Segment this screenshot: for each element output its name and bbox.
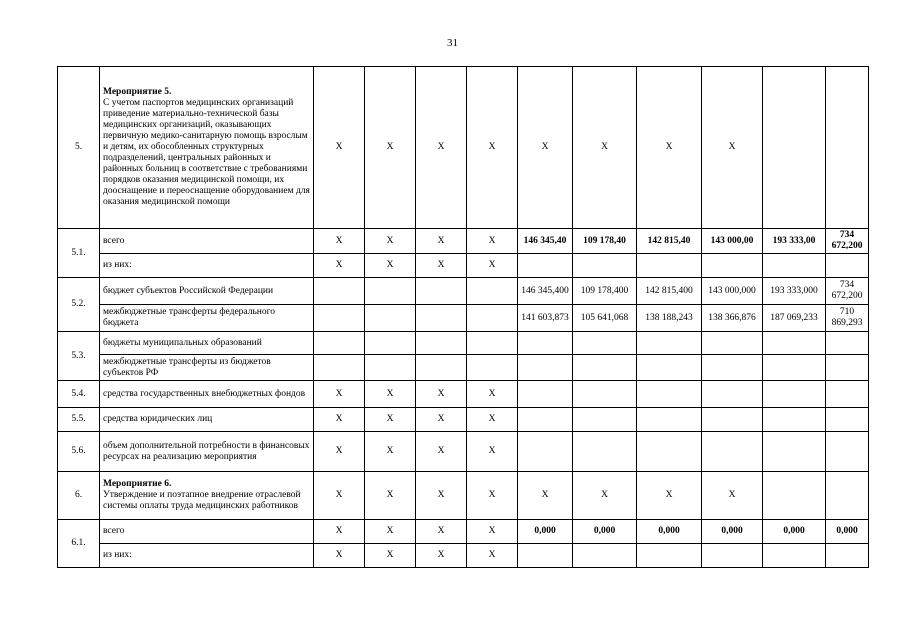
- table-cell: X: [314, 432, 365, 472]
- table-cell: X: [365, 381, 416, 408]
- table-cell: X: [416, 254, 467, 278]
- table-cell: [763, 381, 826, 408]
- row-number: 5.1.: [58, 229, 100, 278]
- table-row: [58, 355, 869, 381]
- measure-text: Утверждение и поэтапное внедрение отраслевой системы оплаты труда медицинских работников: [103, 490, 301, 511]
- table-cell: [416, 332, 467, 355]
- table-cell: [467, 278, 518, 305]
- row-description: всего: [100, 520, 314, 544]
- row-description: из них:: [100, 254, 314, 278]
- table-row: [58, 254, 869, 278]
- table-cell: X: [365, 67, 416, 229]
- table-cell: [314, 355, 365, 381]
- table-cell: X: [365, 472, 416, 520]
- table-cell: [826, 472, 869, 520]
- budget-table: [57, 66, 869, 568]
- table-cell: 193 333,00: [763, 229, 826, 254]
- table-cell: X: [467, 408, 518, 432]
- table-cell: X: [314, 408, 365, 432]
- row-number: 5.6.: [58, 432, 100, 472]
- table-cell: [763, 254, 826, 278]
- table-row: [58, 432, 869, 472]
- measure-text: С учетом паспортов медицинских организаций приведение материально-технической базы медицинских организаций, оказывающих первичную медико-санитарную помощь взрослым и детям, их обособленных структурных подразделений, центральных районных и районных больниц в соответствие с требованиями порядков оказания медицинской помощи, их дооснащение и переоснащение оборудованием для оказания медицинской помощи: [103, 98, 310, 207]
- table-cell: X: [467, 432, 518, 472]
- row-number: 5.2.: [58, 278, 100, 332]
- table-cell: [702, 544, 763, 568]
- table-row: [58, 381, 869, 408]
- table-cell: 109 178,400: [573, 278, 637, 305]
- row-description: [100, 472, 314, 520]
- table-cell: [637, 408, 702, 432]
- table-cell: [467, 355, 518, 381]
- table-cell: 142 815,400: [637, 278, 702, 305]
- table-cell: [365, 355, 416, 381]
- table-cell: [826, 355, 869, 381]
- table-cell: [416, 355, 467, 381]
- table-cell: X: [573, 472, 637, 520]
- table-cell: [573, 544, 637, 568]
- table-cell: X: [467, 67, 518, 229]
- table-row: [58, 544, 869, 568]
- table-cell: [518, 544, 573, 568]
- table-cell: X: [416, 544, 467, 568]
- row-description: средства государственных внебюджетных фондов: [100, 381, 314, 408]
- table-cell: [518, 355, 573, 381]
- row-description: бюджет субъектов Российской Федерации: [100, 278, 314, 305]
- table-cell: X: [467, 229, 518, 254]
- table-cell: 710 869,293: [826, 305, 869, 332]
- table-cell: [763, 332, 826, 355]
- table-cell: [637, 254, 702, 278]
- table-row: [58, 332, 869, 355]
- measure-title: Мероприятие 6.: [103, 479, 172, 489]
- table-cell: X: [314, 381, 365, 408]
- table-cell: X: [365, 254, 416, 278]
- table-row: [58, 472, 869, 520]
- row-description: средства юридических лиц: [100, 408, 314, 432]
- table-cell: X: [637, 67, 702, 229]
- table-cell: [637, 332, 702, 355]
- table-cell: 734 672,200: [826, 278, 869, 305]
- table-cell: X: [702, 472, 763, 520]
- table-cell: [365, 278, 416, 305]
- table-cell: 141 603,873: [518, 305, 573, 332]
- table-cell: [826, 67, 869, 229]
- table-cell: [573, 381, 637, 408]
- table-cell: X: [467, 544, 518, 568]
- table-cell: [573, 432, 637, 472]
- table-cell: [518, 408, 573, 432]
- table-cell: [702, 332, 763, 355]
- table-cell: 142 815,40: [637, 229, 702, 254]
- table-cell: [416, 305, 467, 332]
- table-cell: 146 345,40: [518, 229, 573, 254]
- table-cell: X: [467, 472, 518, 520]
- table-cell: X: [416, 408, 467, 432]
- table-cell: [314, 332, 365, 355]
- table-cell: [763, 67, 826, 229]
- table-cell: 138 366,876: [702, 305, 763, 332]
- table-cell: [702, 408, 763, 432]
- table-cell: [314, 278, 365, 305]
- row-description: всего: [100, 229, 314, 254]
- table-cell: 0,000: [826, 520, 869, 544]
- table-cell: X: [365, 229, 416, 254]
- row-number: 5.4.: [58, 381, 100, 408]
- table-cell: [573, 408, 637, 432]
- table-cell: X: [365, 544, 416, 568]
- row-number: 5.3.: [58, 332, 100, 381]
- table-cell: 138 188,243: [637, 305, 702, 332]
- table-cell: X: [518, 472, 573, 520]
- table-cell: 146 345,400: [518, 278, 573, 305]
- table-cell: 187 069,233: [763, 305, 826, 332]
- table-cell: [826, 332, 869, 355]
- table-cell: 734 672,200: [826, 229, 869, 254]
- table-cell: X: [416, 520, 467, 544]
- table-cell: 105 641,068: [573, 305, 637, 332]
- table-cell: [826, 254, 869, 278]
- table-cell: [365, 332, 416, 355]
- table-cell: [467, 332, 518, 355]
- table-cell: [763, 472, 826, 520]
- table-cell: X: [314, 520, 365, 544]
- row-number: 6.1.: [58, 520, 100, 568]
- table-cell: [518, 332, 573, 355]
- table-cell: X: [365, 408, 416, 432]
- table-cell: X: [573, 67, 637, 229]
- row-description: межбюджетные трансферты из бюджетов субъектов РФ: [100, 355, 314, 381]
- table-row: [58, 67, 869, 229]
- table-cell: X: [314, 472, 365, 520]
- table-cell: X: [314, 229, 365, 254]
- table-cell: X: [365, 432, 416, 472]
- table-cell: X: [314, 254, 365, 278]
- table-cell: X: [314, 544, 365, 568]
- table-cell: X: [416, 229, 467, 254]
- row-number: 5.5.: [58, 408, 100, 432]
- table-cell: [702, 355, 763, 381]
- row-description: из них:: [100, 544, 314, 568]
- table-cell: [826, 408, 869, 432]
- table-cell: 0,000: [573, 520, 637, 544]
- table-cell: 0,000: [763, 520, 826, 544]
- table-cell: X: [416, 381, 467, 408]
- table-cell: 0,000: [702, 520, 763, 544]
- table-cell: 109 178,40: [573, 229, 637, 254]
- table-cell: [573, 332, 637, 355]
- row-description: [100, 67, 314, 229]
- table-cell: [573, 355, 637, 381]
- table-cell: 0,000: [518, 520, 573, 544]
- table-cell: X: [467, 381, 518, 408]
- table-cell: [467, 305, 518, 332]
- table-cell: 143 000,000: [702, 278, 763, 305]
- page-number: 31: [447, 37, 458, 49]
- table-cell: X: [637, 472, 702, 520]
- table-cell: [826, 381, 869, 408]
- table-row: [58, 278, 869, 305]
- measure-title: Мероприятие 5.: [103, 87, 172, 97]
- table-cell: [826, 432, 869, 472]
- table-cell: [637, 544, 702, 568]
- table-cell: [365, 305, 416, 332]
- table-cell: X: [467, 520, 518, 544]
- table-cell: X: [416, 472, 467, 520]
- table-cell: [416, 278, 467, 305]
- table-cell: X: [467, 254, 518, 278]
- table-cell: 143 000,00: [702, 229, 763, 254]
- table-cell: [826, 544, 869, 568]
- table-cell: X: [518, 67, 573, 229]
- row-description: объем дополнительной потребности в финансовых ресурсах на реализацию мероприятия: [100, 432, 314, 472]
- table-cell: [518, 432, 573, 472]
- table-cell: [573, 254, 637, 278]
- table-cell: [763, 432, 826, 472]
- table-row: [58, 305, 869, 332]
- table-cell: X: [416, 432, 467, 472]
- table-cell: [637, 432, 702, 472]
- table-cell: [763, 355, 826, 381]
- table-row: [58, 520, 869, 544]
- row-description: бюджеты муниципальных образований: [100, 332, 314, 355]
- table-cell: X: [314, 67, 365, 229]
- table-cell: [518, 254, 573, 278]
- row-number: 6.: [58, 472, 100, 520]
- table-cell: [637, 355, 702, 381]
- table-cell: [702, 254, 763, 278]
- table-cell: 0,000: [637, 520, 702, 544]
- table-cell: [763, 544, 826, 568]
- table-cell: 193 333,000: [763, 278, 826, 305]
- table-cell: X: [416, 67, 467, 229]
- table-cell: X: [702, 67, 763, 229]
- table-cell: [702, 432, 763, 472]
- table-cell: X: [365, 520, 416, 544]
- table-cell: [637, 381, 702, 408]
- row-number: 5.: [58, 67, 100, 229]
- table-cell: [763, 408, 826, 432]
- table-cell: [702, 381, 763, 408]
- table-row: [58, 408, 869, 432]
- table-cell: [314, 305, 365, 332]
- table-row: [58, 229, 869, 254]
- row-description: межбюджетные трансферты федерального бюджета: [100, 305, 314, 332]
- table-cell: [518, 381, 573, 408]
